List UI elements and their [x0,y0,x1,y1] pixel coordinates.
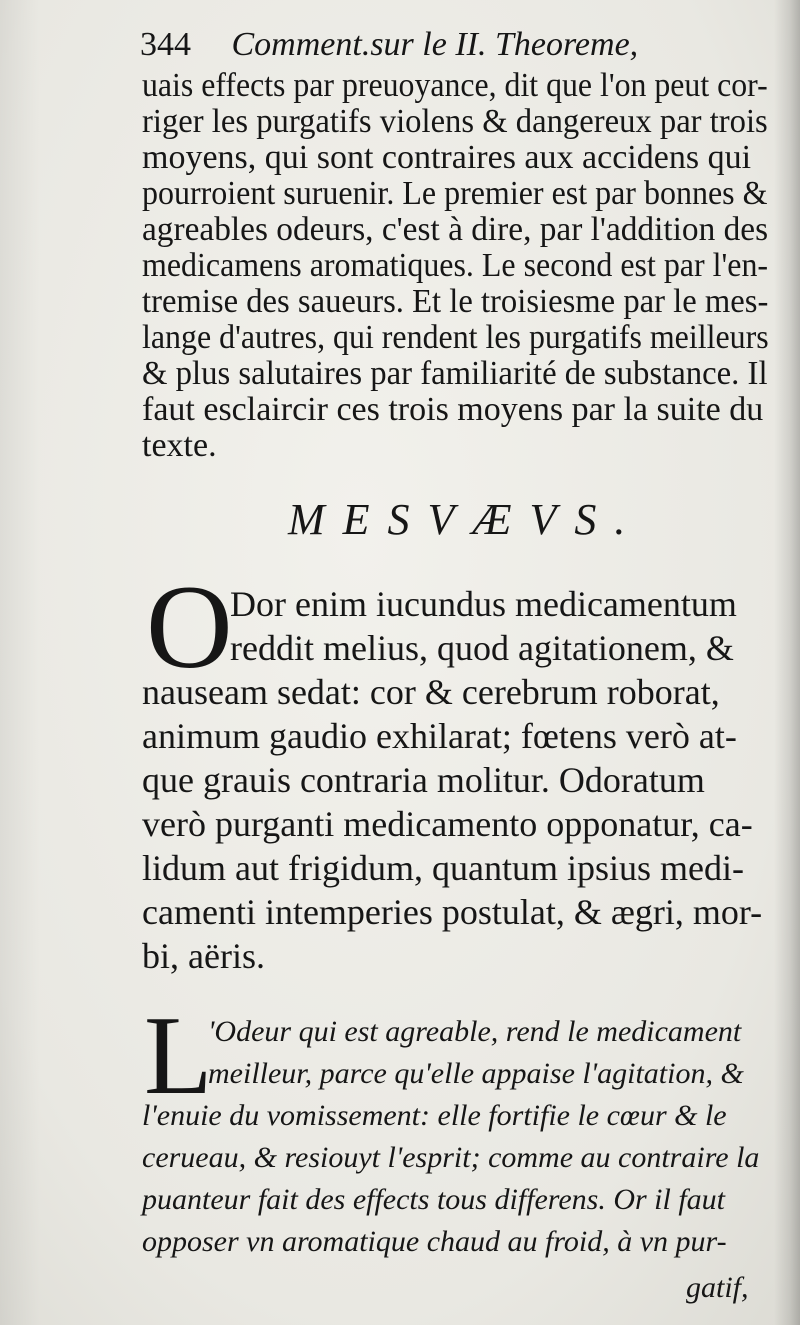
text-line: verò purganti medicamento opponatur, ca- [142,804,753,844]
text-line: & plus salutaires par familiarité de substance. Il [142,355,768,392]
text-line: agreables odeurs, c'est à dire, par l'addition des [142,211,769,248]
text-line: gatif, [686,1271,749,1304]
text-line: tremise des saueurs. Et le troisiesme par le mes- [142,283,769,320]
text-line: 'Odeur qui est agreable, rend le medicament [208,1015,742,1048]
running-title: Comment.sur le II. Theoreme, [231,26,639,63]
text-line: meilleur, parce qu'elle appaise l'agitation, & [208,1057,744,1090]
text-line: que grauis contraria molitur. Odoratum [142,760,705,800]
text-line: puanteur fait des effects tous differens. Or il faut [142,1183,726,1216]
page-gutter-shadow [774,0,800,1325]
text-line: Dor enim iucundus medicamentum [230,584,737,624]
text-line: texte. [142,427,217,464]
text-line: moyens, qui sont contraires aux accidens qui [142,139,752,176]
text-line: l'enuie du vomissement: elle fortifie le cœur & le [142,1099,727,1132]
text-line: riger les purgatifs violens & dangereux par trois [142,103,768,140]
drop-cap: O [146,560,233,693]
text-line: reddit melius, quod agitationem, & [230,628,734,668]
text-line: pourroient suruenir. Le premier est par bonnes & [142,175,768,212]
text-line: faut esclaircir ces trois moyens par la suite du [142,391,764,428]
running-header [140,22,740,68]
page-number: 344 [140,26,191,63]
text-line: uais effects par preuoyance, dit que l'on peut cor- [142,67,768,104]
text-line: opposer vn aromatique chaud au froid, à vn pur- [142,1225,727,1258]
text-line: medicamens aromatiques. Le second est par l'en- [142,247,769,284]
text-line: lange d'autres, qui rendent les purgatifs meilleurs [142,319,769,356]
text-line: camenti intemperies postulat, & ægri, mor- [142,892,763,932]
section-heading: MESVÆVS. [288,495,644,544]
text-line: bi, aëris. [142,936,265,976]
drop-cap: L [144,994,213,1118]
text-line: animum gaudio exhilarat; fœtens verò at- [142,716,737,756]
page-edge-shadow-left [0,0,40,1325]
text-line: nauseam sedat: cor & cerebrum roborat, [142,672,720,712]
text-line: lidum aut frigidum, quantum ipsius medi- [142,848,744,888]
text-line: cerueau, & resiouyt l'esprit; comme au contraire la [142,1141,760,1174]
